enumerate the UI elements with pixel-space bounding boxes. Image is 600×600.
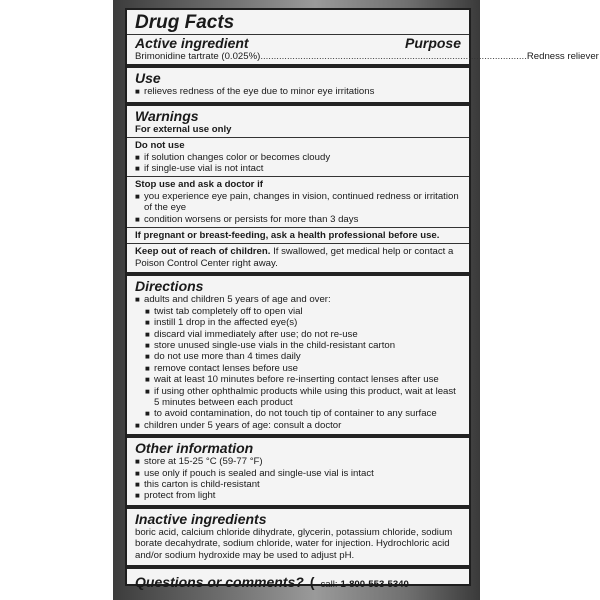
bullet-square-icon: ■ (145, 318, 150, 328)
list-item: ■ condition worsens or persists for more than 3 days (135, 213, 359, 225)
list-item: ■ if solution changes color or becomes cloudy (135, 151, 331, 163)
call-label: call: (320, 579, 338, 590)
bullet-square-icon: ■ (145, 363, 150, 373)
bullet-square-icon: ■ (135, 295, 140, 305)
inactive-ingredients-heading: Inactive ingredients (135, 510, 267, 527)
phone-number: 1-800-553-5340 (340, 579, 409, 590)
external-use-text: For external use only (135, 123, 232, 135)
bullet-square-icon: ■ (145, 306, 150, 316)
use-section (127, 64, 469, 101)
list-item: ■ if single-use vial is not intact (135, 163, 264, 175)
bullet-square-icon: ■ (145, 340, 150, 350)
bullet-square-icon: ■ (145, 386, 150, 396)
questions-section (127, 565, 469, 595)
bullet-square-icon: ■ (135, 479, 140, 489)
bullet-square-icon: ■ (135, 457, 140, 467)
list-item: ■ store at 15-25 °C (59-77 °F) (135, 456, 263, 468)
keep-out-of-reach: Keep out of reach of children. If swallowed, get medical help or contact a Poison Control Center right away. (135, 246, 454, 269)
active-ingredient-name: Brimonidine tartrate (0.025%) (135, 51, 261, 62)
bullet-square-icon: ■ (145, 409, 150, 419)
drug-facts-panel (125, 8, 599, 590)
do-not-use-section (127, 137, 469, 176)
directions-section (127, 272, 469, 434)
bullet-square-icon: ■ (145, 329, 150, 339)
leader-dots: .................................................................................................... (260, 51, 527, 62)
inactive-ingredients-text: boric acid, calcium chloride dihydrate, glycerin, potassium chloride, sodium borate decahydrate, sodium chloride, water for injection. Hydrochloric acid and/or sodium hydroxide may be used to adjust pH. (135, 526, 453, 561)
list-item: ■ twist tab completely off to open vial (145, 305, 303, 317)
children-section (127, 243, 469, 272)
list-item: ■ instill 1 drop in the affected eye(s) (145, 317, 298, 329)
bullet-square-icon: ■ (135, 214, 140, 224)
active-ingredient-row (135, 51, 599, 62)
list-item: ■ this carton is child-resistant (135, 478, 260, 490)
directions-heading: Directions (135, 278, 204, 295)
bullet-square-icon: ■ (135, 468, 140, 478)
inactive-ingredients-section (127, 505, 469, 565)
list-item: ■ discard vial immediately after use; do not re-use (145, 328, 358, 340)
list-item: ■ you experience eye pain, changes in vision, continued redness or irritation of the eye (135, 190, 459, 214)
list-item: ■ children under 5 years of age: consult a doctor (135, 419, 342, 431)
stop-use-heading: Stop use and ask a doctor if (135, 179, 263, 191)
do-not-use-heading: Do not use (135, 140, 185, 152)
warnings-section (127, 102, 469, 137)
bullet-square-icon: ■ (145, 375, 150, 385)
use-heading: Use (135, 70, 161, 87)
bullet-square-icon: ■ (135, 152, 140, 162)
list-item: ■ if using other ophthalmic products while using this product, wait at least 5 minutes between each product (145, 385, 456, 408)
drug-facts-title: Drug Facts (135, 12, 235, 33)
pregnancy-section (127, 227, 469, 243)
bullet-square-icon: ■ (145, 352, 150, 362)
active-ingredient-heading: Active ingredient (135, 35, 249, 51)
list-item: ■ adults and children 5 years of age and over: (135, 294, 331, 306)
stop-use-section (127, 176, 469, 227)
bullet-square-icon: ■ (135, 420, 140, 430)
list-item: ■ protect from light (135, 490, 216, 502)
bullet-square-icon: ■ (135, 491, 140, 501)
purpose-heading: Purpose (404, 35, 461, 51)
phone-icon: ( (309, 574, 315, 590)
active-ingredient-section (127, 34, 599, 64)
other-information-section (127, 434, 469, 505)
bullet-square-icon: ■ (135, 164, 140, 174)
pregnancy-warning: If pregnant or breast-feeding, ask a health professional before use. (135, 230, 440, 242)
warnings-heading: Warnings (135, 107, 199, 124)
list-item: ■ to avoid contamination, do not touch tip of container to any surface (145, 408, 437, 420)
bullet-square-icon: ■ (135, 87, 140, 97)
list-item: ■ remove contact lenses before use (145, 362, 298, 374)
list-item: ■ relieves redness of the eye due to minor eye irritations (135, 86, 375, 98)
title-section (127, 10, 469, 34)
active-ingredient-purpose: Redness reliever (526, 51, 599, 62)
list-item: ■ store unused single-use vials in the child-resistant carton (145, 339, 396, 351)
active-heading-row (135, 35, 461, 51)
list-item: ■ do not use more than 4 times daily (145, 351, 301, 363)
list-item: ■ wait at least 10 minutes before re-inserting contact lenses after use (145, 374, 439, 386)
list-item: ■ use only if pouch is sealed and single-use vial is intact (135, 467, 374, 479)
questions-heading: Questions or comments? (135, 574, 304, 590)
bullet-square-icon: ■ (135, 191, 140, 201)
other-information-heading: Other information (135, 440, 254, 457)
